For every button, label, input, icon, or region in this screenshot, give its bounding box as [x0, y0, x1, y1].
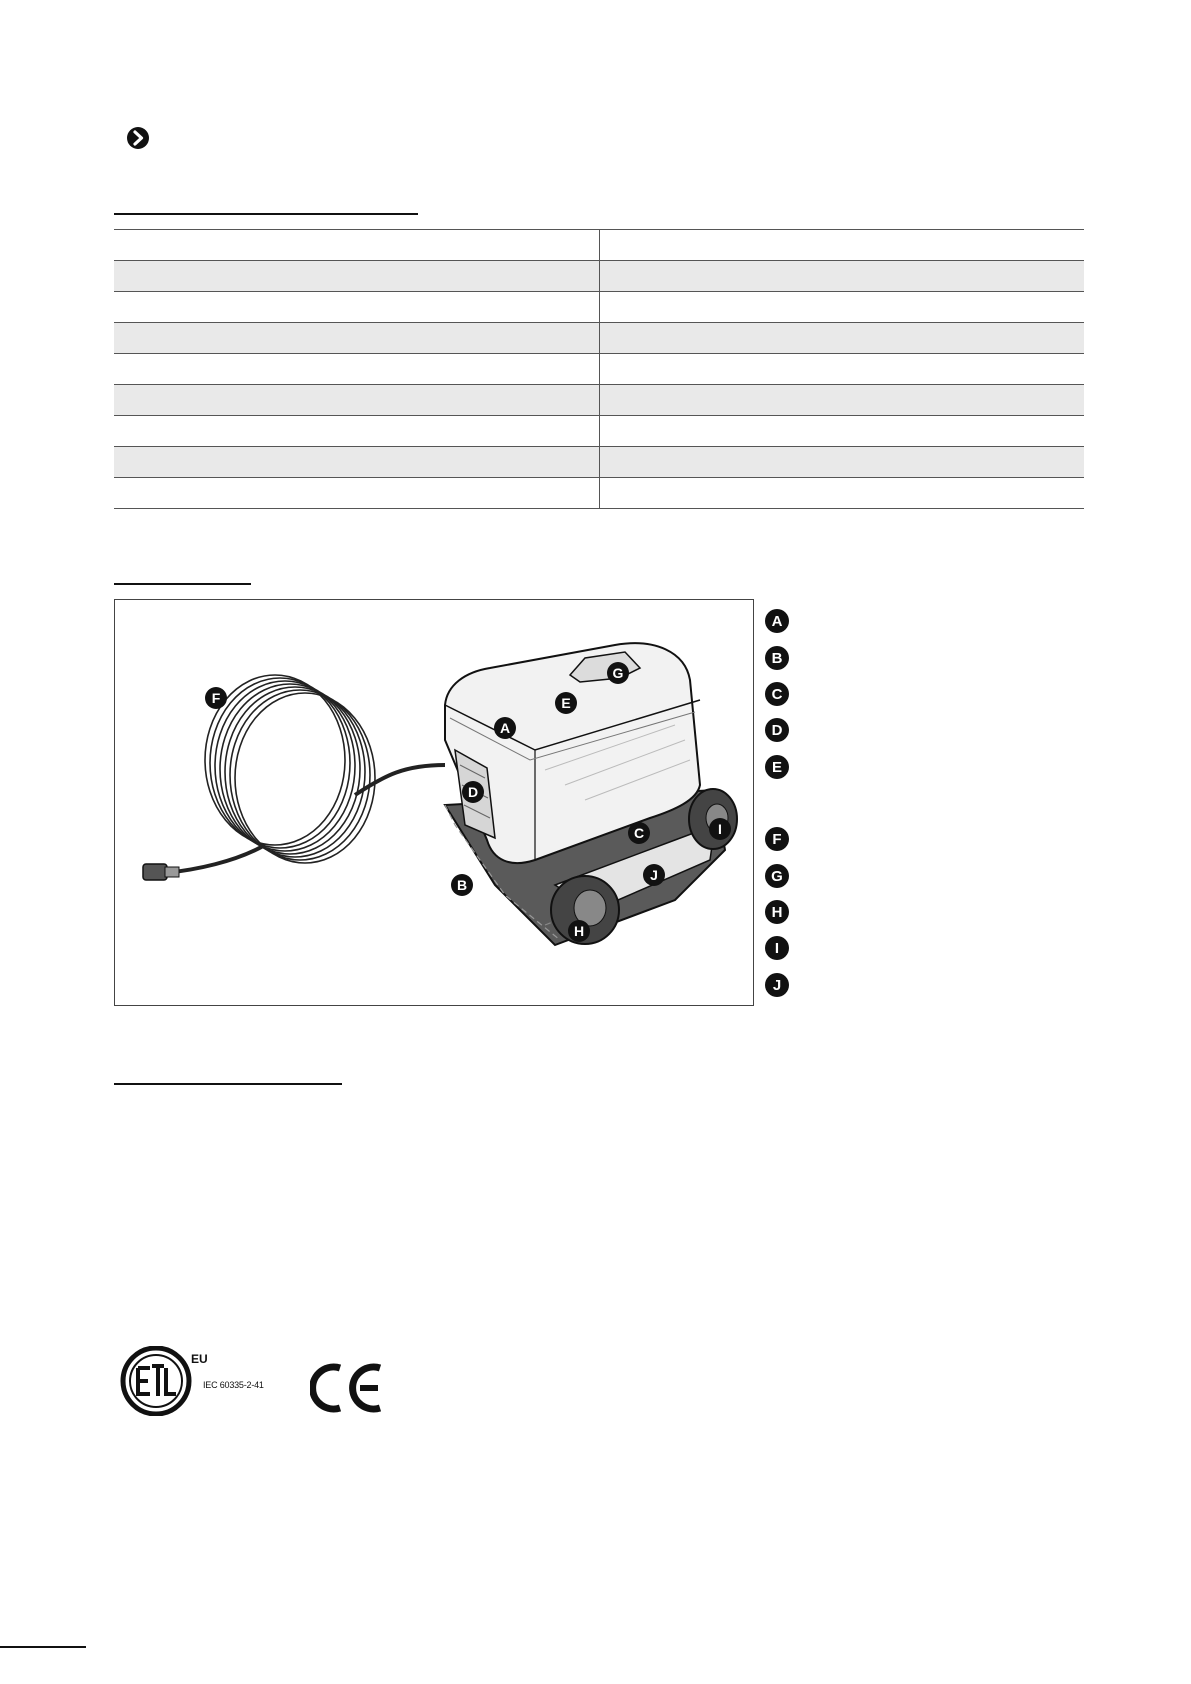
- table-cell: [114, 447, 599, 478]
- callout-label: G: [612, 665, 624, 681]
- legend-label: C: [771, 686, 783, 703]
- legend-label: G: [771, 868, 783, 885]
- callout-b: [451, 874, 473, 896]
- legend-item-b: [765, 646, 789, 670]
- table-cell: [114, 416, 599, 447]
- legend-label: J: [772, 977, 782, 994]
- table-cell: [599, 323, 1084, 354]
- ce-mark: [310, 1362, 386, 1414]
- legend-label: D: [771, 722, 783, 739]
- callout-label: H: [573, 923, 585, 939]
- legend-item-c: [765, 682, 789, 706]
- legend-label: B: [771, 650, 783, 667]
- callout-label: C: [633, 825, 645, 841]
- callout-e: [555, 692, 577, 714]
- table-cell: [114, 354, 599, 385]
- callout-label: J: [650, 867, 658, 883]
- pool-robot-drawing: [115, 600, 755, 1007]
- table-cell: [114, 230, 599, 261]
- table-cell: [599, 416, 1084, 447]
- footer-rule: [0, 1646, 86, 1648]
- specs-heading-rule: [114, 213, 418, 215]
- specifications-table: [114, 229, 1084, 509]
- callout-a: [494, 717, 516, 739]
- table-cell: [599, 447, 1084, 478]
- callout-label: B: [456, 877, 468, 893]
- table-cell: [599, 354, 1084, 385]
- table-cell: [114, 478, 599, 509]
- figure-legend: [764, 608, 794, 1008]
- legend-label: F: [772, 831, 782, 848]
- callout-f: [205, 687, 227, 709]
- callout-h: [568, 920, 590, 942]
- callout-label: A: [499, 720, 511, 736]
- robot-illustration: [114, 599, 754, 1006]
- arrow-right-icon: [126, 126, 150, 150]
- table-cell: [114, 292, 599, 323]
- table-cell: [599, 261, 1084, 292]
- table-row: [114, 354, 1084, 385]
- legend-label: I: [774, 940, 780, 957]
- callout-d: [462, 781, 484, 803]
- callout-g: [607, 662, 629, 684]
- cable-plug: [143, 864, 179, 880]
- table-row: [114, 416, 1084, 447]
- table-row: [114, 292, 1084, 323]
- table-row: [114, 261, 1084, 292]
- callout-i: [709, 818, 731, 840]
- table-row: [114, 447, 1084, 478]
- legend-label: A: [771, 613, 783, 630]
- table-row: [114, 230, 1084, 261]
- legend-item-a: [765, 609, 789, 633]
- description-heading-rule: [114, 583, 251, 585]
- legend-item-d: [765, 718, 789, 742]
- table-cell: [599, 478, 1084, 509]
- table-cell: [114, 261, 599, 292]
- table-row: [114, 385, 1084, 416]
- legend-label: H: [771, 904, 783, 921]
- legend-label: E: [771, 759, 783, 776]
- callout-label: F: [211, 690, 221, 706]
- callout-label: D: [467, 784, 479, 800]
- callout-c: [628, 822, 650, 844]
- etl-standard-label: IEC 60335-2-41: [203, 1380, 264, 1390]
- legend-item-f: [765, 827, 789, 851]
- safety-heading-rule: [114, 1083, 342, 1085]
- table-row: [114, 478, 1084, 509]
- callout-label: I: [718, 821, 722, 837]
- table-row: [114, 323, 1084, 354]
- callout-label: E: [561, 695, 571, 711]
- callout-j: [643, 864, 665, 886]
- legend-item-g: [765, 864, 789, 888]
- table-cell: [114, 385, 599, 416]
- table-cell: [599, 385, 1084, 416]
- legend-item-h: [765, 900, 789, 924]
- legend-item-j: [765, 973, 789, 997]
- table-cell: [114, 323, 599, 354]
- coiled-cable: [165, 675, 445, 873]
- legend-item-i: [765, 936, 789, 960]
- table-cell: [599, 230, 1084, 261]
- table-cell: [599, 292, 1084, 323]
- etl-region-label: EU: [191, 1352, 208, 1366]
- legend-item-e: [765, 755, 789, 779]
